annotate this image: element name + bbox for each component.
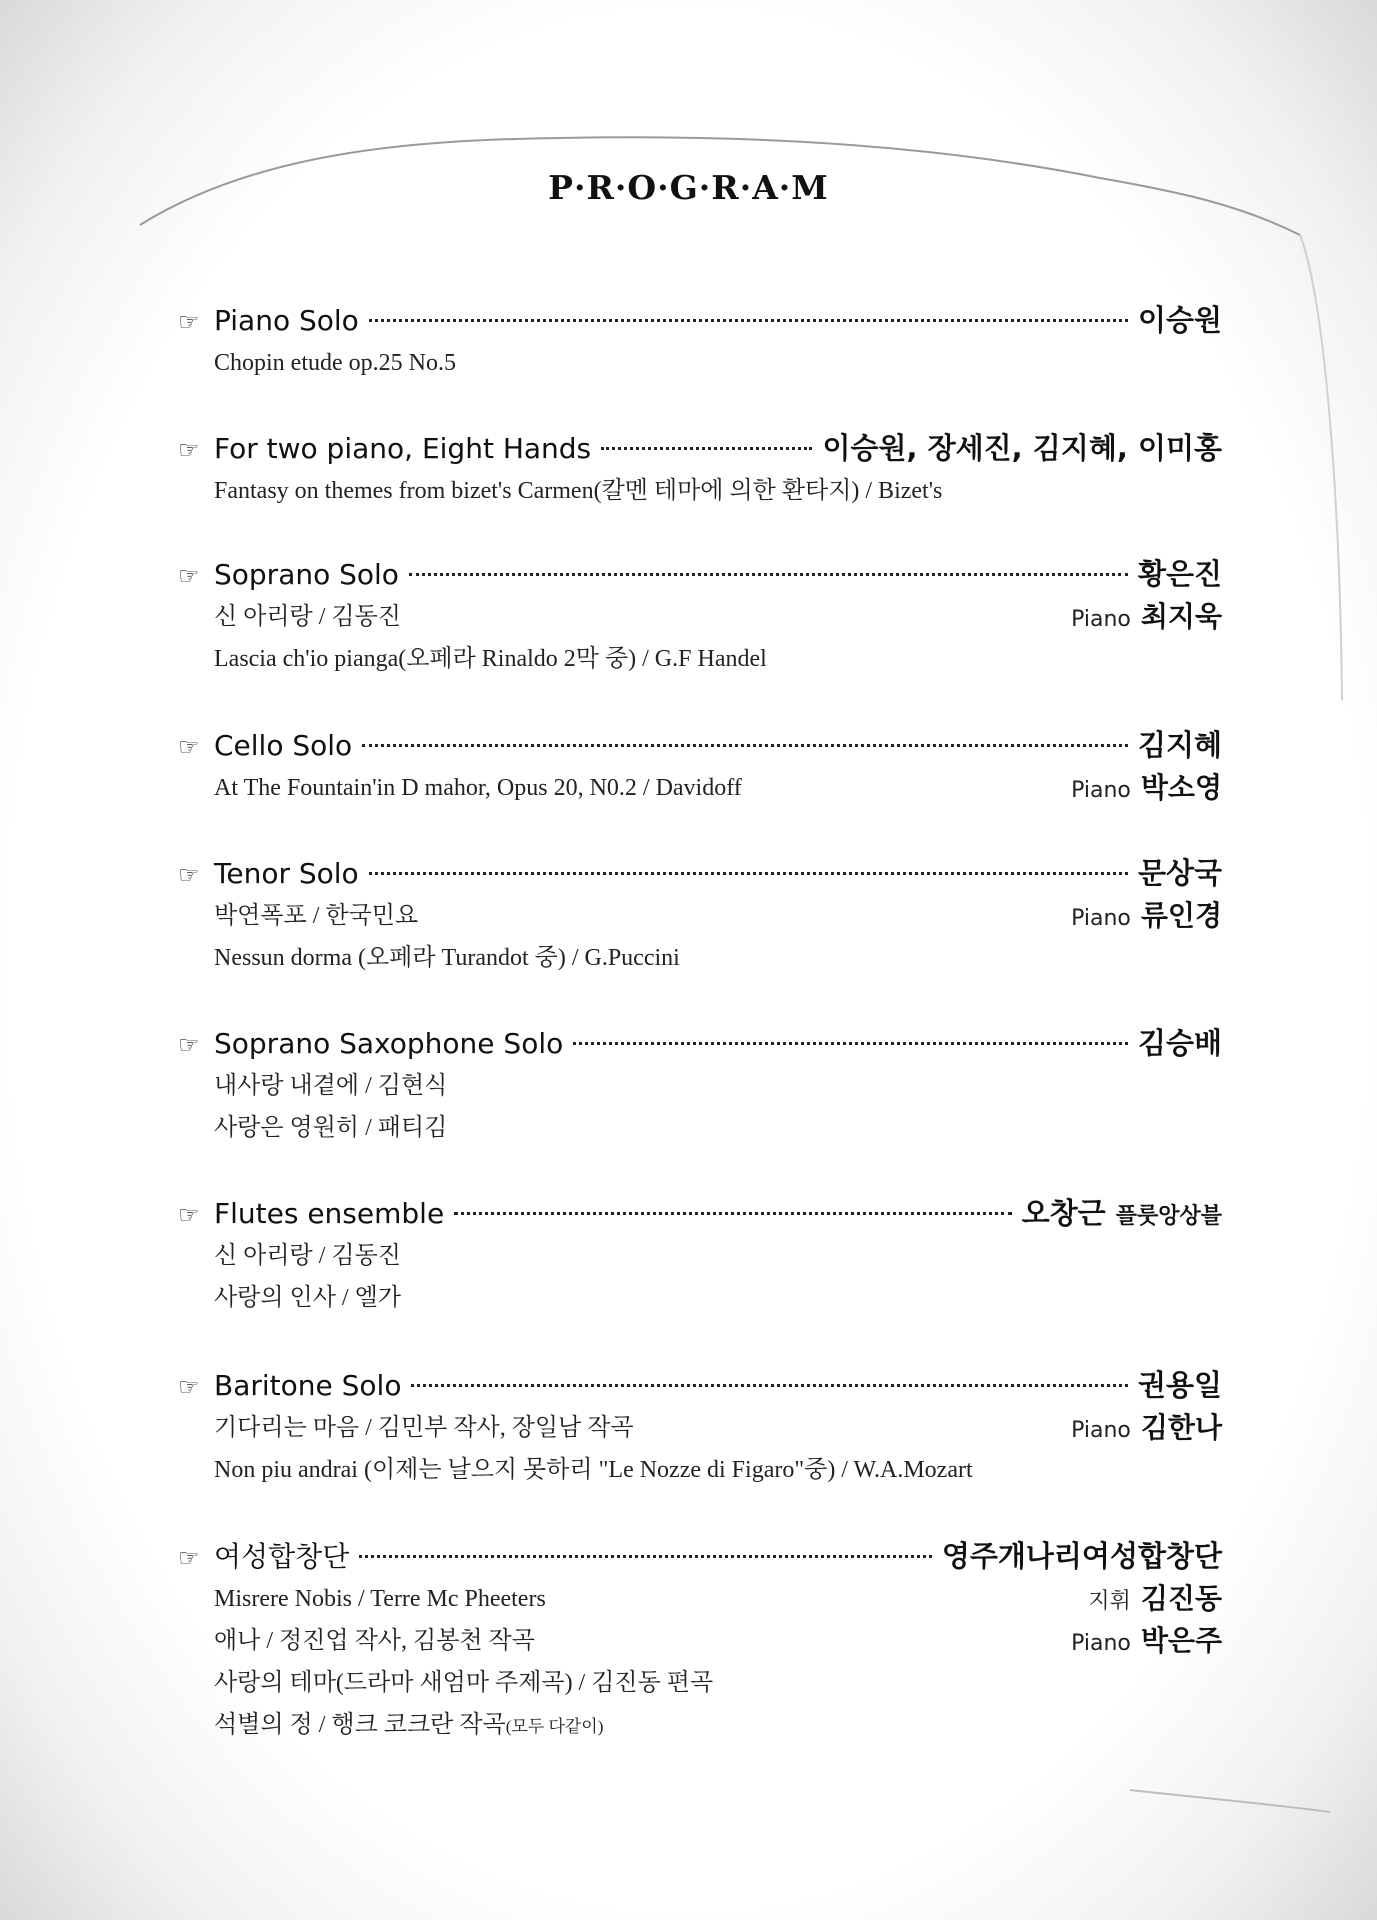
- leader-row: [214, 1363, 1222, 1408]
- piece-line: [178, 937, 1222, 979]
- piece-text: 기다리는 마음 / 김민부 작사, 장일남 작곡: [214, 1415, 634, 1441]
- piece-text: Non piu andrai (이제는 날으지 못하리 "Le Nozze di Figaro"중) / W.A.Mozart: [214, 1457, 973, 1483]
- program-item-header: [178, 298, 1222, 342]
- hand-pointer-icon: ☞: [178, 436, 200, 464]
- program-item-soprano-solo: [178, 552, 1222, 680]
- accompanist-name: 박은주: [1140, 1624, 1222, 1657]
- performer: [1138, 851, 1222, 895]
- hand-pointer-icon: ☞: [178, 562, 200, 590]
- hand-pointer-icon: ☞: [178, 733, 200, 761]
- accompanist: [1071, 1620, 1222, 1665]
- accompanist-role: Piano: [1071, 1631, 1131, 1656]
- program-item-baritone-solo: [178, 1363, 1222, 1491]
- accompanist-name: 김한나: [1140, 1411, 1222, 1444]
- program-item-header: [178, 851, 1222, 895]
- piece-text: Fantasy on themes from bizet's Carmen(칼멘 테마에 의한 환타지) / Bizet's: [214, 478, 943, 504]
- leader-row: [214, 851, 1222, 896]
- accompanist-role: Piano: [1071, 1418, 1131, 1443]
- piece-line: [178, 1662, 1222, 1704]
- accompanist-name: 류인경: [1140, 899, 1222, 932]
- page-title: P·R·O·G·R·A·M: [548, 168, 829, 207]
- program-item-header: [178, 1534, 1222, 1578]
- program-item-header: [178, 426, 1222, 470]
- performer: [1138, 552, 1222, 596]
- performer-name: 이승원, 장세진, 김지혜, 이미홍: [822, 431, 1222, 465]
- item-label: Soprano Saxophone Solo: [214, 1027, 564, 1060]
- performer: [1138, 1363, 1222, 1407]
- item-label: 여성합창단: [214, 1540, 350, 1573]
- program-item-piano-solo: [178, 298, 1222, 384]
- performer-name: 황은진: [1137, 557, 1222, 591]
- performer: [1138, 723, 1222, 767]
- piece-text: 내사랑 내곁에 / 김현식: [214, 1073, 448, 1099]
- performer: [1138, 1021, 1222, 1065]
- dot-leader: [454, 1212, 1011, 1215]
- leader-row: [214, 426, 1222, 471]
- piece-line: [178, 1704, 1222, 1746]
- hand-pointer-icon: ☞: [178, 1544, 200, 1572]
- item-label: Soprano Solo: [214, 558, 399, 591]
- performer-suffix: 플룻앙상블: [1115, 1204, 1222, 1229]
- piece-text: 사랑의 인사 / 엘가: [214, 1285, 401, 1311]
- performer-name: 김승배: [1137, 1026, 1222, 1060]
- dot-leader: [369, 872, 1128, 875]
- dot-leader: [411, 1384, 1127, 1387]
- piece-line: [178, 1449, 1222, 1491]
- item-label: For two piano, Eight Hands: [214, 432, 592, 465]
- dot-leader: [359, 1555, 932, 1558]
- piece-line: [178, 1407, 1222, 1449]
- piece-line: [178, 1065, 1222, 1107]
- performer-name: 권용일: [1137, 1368, 1222, 1402]
- piece-line: [178, 470, 1222, 512]
- piece-line: [178, 1277, 1222, 1319]
- conductor: [1088, 1578, 1222, 1623]
- program-item-header: [178, 552, 1222, 596]
- leader-row: [214, 1534, 1222, 1579]
- program-item-womens-choir: [178, 1534, 1222, 1746]
- dot-leader: [369, 319, 1128, 322]
- item-label: Piano Solo: [214, 304, 359, 337]
- item-label: Baritone Solo: [214, 1369, 402, 1402]
- performer: [1022, 1191, 1222, 1239]
- hand-pointer-icon: ☞: [178, 1201, 200, 1229]
- piece-line: [178, 895, 1222, 937]
- accompanist: [1071, 767, 1222, 812]
- accompanist-role: Piano: [1071, 778, 1131, 803]
- piece-text: 사랑의 테마(드라마 새엄마 주제곡) / 김진동 편곡: [214, 1670, 714, 1696]
- hand-pointer-icon: ☞: [178, 1373, 200, 1401]
- accompanist-role: Piano: [1071, 906, 1131, 931]
- piece-text: 애나 / 정진업 작사, 김봉천 작곡: [214, 1628, 535, 1654]
- piece-text: 석별의 정 / 행크 코크란 작곡: [214, 1712, 506, 1738]
- piece-line: [178, 1620, 1222, 1662]
- leader-row: [214, 1021, 1222, 1066]
- piece-line: [178, 342, 1222, 384]
- accompanist-name: 최지욱: [1140, 600, 1222, 633]
- hand-pointer-icon: ☞: [178, 861, 200, 889]
- program-item-saxophone-solo: [178, 1021, 1222, 1149]
- piece-text: At The Fountain'in D mahor, Opus 20, N0.2 / Davidoff: [214, 775, 742, 801]
- piece-text: Chopin etude op.25 No.5: [214, 350, 456, 376]
- leader-row: [214, 723, 1222, 768]
- program-item-header: [178, 1363, 1222, 1407]
- dot-leader: [601, 447, 812, 450]
- dot-leader: [573, 1042, 1128, 1045]
- performer: [942, 1534, 1222, 1578]
- leader-row: [214, 552, 1222, 597]
- piece-line: [178, 767, 1222, 809]
- dot-leader: [362, 744, 1128, 747]
- accompanist-role: Piano: [1071, 607, 1131, 632]
- piece-text: Nessun dorma (오페라 Turandot 중) / G.Puccini: [214, 945, 680, 971]
- piece-text: 사랑은 영원히 / 패티김: [214, 1115, 448, 1141]
- accompanist: [1071, 1407, 1222, 1452]
- performer: [822, 426, 1222, 470]
- piece-text: 신 아리랑 / 김동진: [214, 604, 401, 630]
- piece-line: [178, 1107, 1222, 1149]
- piece-note: (모두 다같이): [505, 1717, 604, 1736]
- program-item-two-piano: [178, 426, 1222, 512]
- conductor-role: 지휘: [1088, 1589, 1131, 1614]
- piece-text: Lascia ch'io pianga(오페라 Rinaldo 2막 중) / G.F Handel: [214, 646, 767, 672]
- performer-name: 오창근: [1021, 1196, 1106, 1230]
- program-item-header: [178, 1191, 1222, 1235]
- program-item-tenor-solo: [178, 851, 1222, 979]
- performer-name: 영주개나리여성합창단: [941, 1539, 1222, 1573]
- accompanist: [1071, 895, 1222, 940]
- program-item-cello-solo: [178, 723, 1222, 809]
- item-label: Flutes ensemble: [214, 1197, 445, 1230]
- accompanist: [1071, 596, 1222, 641]
- piece-line: [178, 596, 1222, 638]
- item-label: Tenor Solo: [214, 857, 359, 890]
- dot-leader: [409, 573, 1128, 576]
- performer-name: 김지혜: [1137, 728, 1222, 762]
- performer: [1138, 298, 1222, 342]
- leader-row: [214, 1191, 1222, 1239]
- leader-row: [214, 298, 1222, 343]
- piece-text: 신 아리랑 / 김동진: [214, 1243, 401, 1269]
- program-item-flutes-ensemble: [178, 1191, 1222, 1319]
- piece-line: [178, 638, 1222, 680]
- hand-pointer-icon: ☞: [178, 308, 200, 336]
- piece-line: [178, 1578, 1222, 1620]
- piece-text: Misrere Nobis / Terre Mc Pheeters: [214, 1586, 546, 1612]
- item-label: Cello Solo: [214, 729, 353, 762]
- performer-name: 문상국: [1137, 856, 1222, 890]
- accompanist-name: 박소영: [1140, 771, 1222, 804]
- piece-line: [178, 1235, 1222, 1277]
- conductor-name: 김진동: [1140, 1582, 1222, 1615]
- program-item-header: [178, 723, 1222, 767]
- hand-pointer-icon: ☞: [178, 1031, 200, 1059]
- program-item-header: [178, 1021, 1222, 1065]
- piece-text: 박연폭포 / 한국민요: [214, 903, 419, 929]
- performer-name: 이승원: [1137, 303, 1222, 337]
